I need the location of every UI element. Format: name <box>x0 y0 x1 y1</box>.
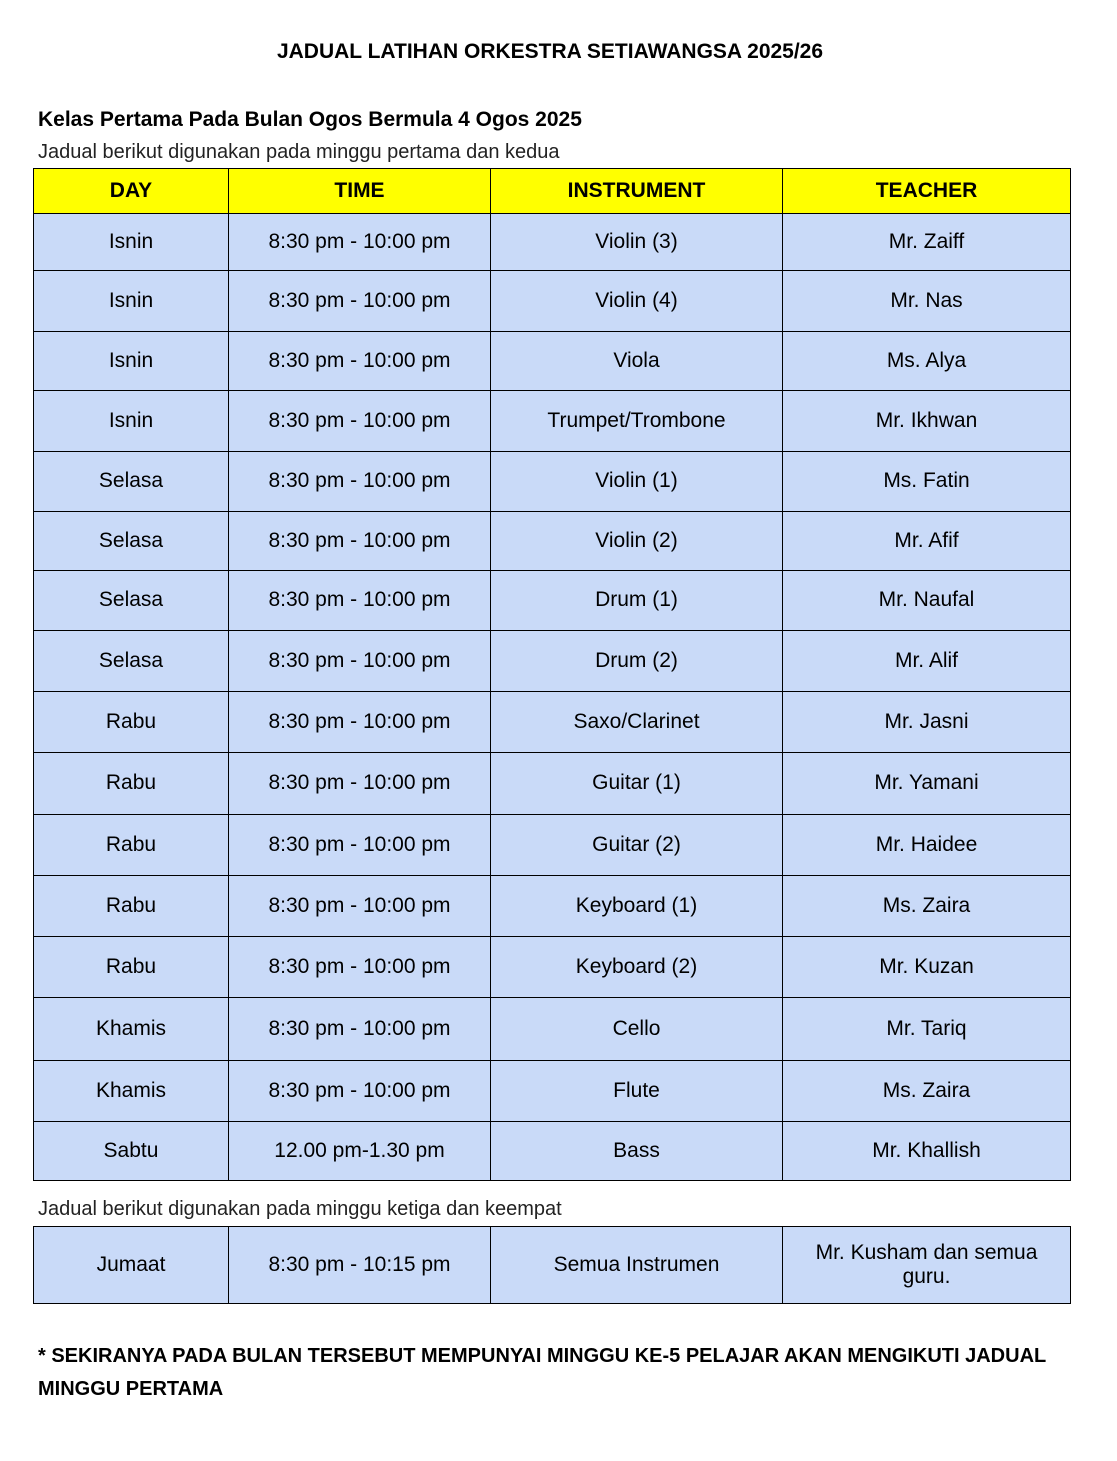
cell-teacher: Ms. Zaira <box>783 1061 1071 1122</box>
table-header-row <box>34 169 1071 214</box>
cell-instrument: Saxo/Clarinet <box>491 692 783 753</box>
cell-instrument: Keyboard (2) <box>491 937 783 998</box>
cell-instrument: Semua Instrumen <box>491 1227 783 1304</box>
cell-day: Isnin <box>34 332 229 391</box>
cell-teacher: Mr. Jasni <box>783 692 1071 753</box>
cell-time: 8:30 pm - 10:00 pm <box>229 937 491 998</box>
table-row <box>34 815 1071 876</box>
cell-teacher: Ms. Alya <box>783 332 1071 391</box>
cell-day: Rabu <box>34 692 229 753</box>
cell-time: 8:30 pm - 10:00 pm <box>229 214 491 271</box>
cell-time: 8:30 pm - 10:00 pm <box>229 753 491 815</box>
cell-day: Selasa <box>34 571 229 631</box>
footer-note: * SEKIRANYA PADA BULAN TERSEBUT MEMPUNYAI MINGGU KE-5 PELAJAR AKAN MENGIKUTI JADUAL MINGGU PERTAMA <box>38 1345 1046 1400</box>
cell-teacher: Mr. Kusham dan semua guru. <box>783 1227 1071 1304</box>
cell-teacher: Mr. Yamani <box>783 753 1071 815</box>
cell-time: 8:30 pm - 10:00 pm <box>229 876 491 937</box>
cell-teacher: Mr. Tariq <box>783 998 1071 1061</box>
cell-teacher: Mr. Afif <box>783 512 1071 571</box>
table-row <box>34 937 1071 998</box>
cell-time: 8:30 pm - 10:15 pm <box>229 1227 491 1304</box>
cell-day: Rabu <box>34 876 229 937</box>
table-row <box>34 753 1071 815</box>
cell-day: Selasa <box>34 512 229 571</box>
header-day: DAY <box>34 169 229 214</box>
cell-teacher: Mr. Kuzan <box>783 937 1071 998</box>
cell-day: Sabtu <box>34 1122 229 1181</box>
cell-instrument: Bass <box>491 1122 783 1181</box>
cell-teacher: Ms. Zaira <box>783 876 1071 937</box>
schedule-table-week-1-2 <box>33 168 1071 1181</box>
cell-day: Selasa <box>34 452 229 512</box>
cell-instrument: Cello <box>491 998 783 1061</box>
cell-day: Khamis <box>34 1061 229 1122</box>
cell-teacher: Mr. Khallish <box>783 1122 1071 1181</box>
cell-instrument: Trumpet/Trombone <box>491 391 783 452</box>
table-row <box>34 1061 1071 1122</box>
cell-time: 8:30 pm - 10:00 pm <box>229 452 491 512</box>
cell-time: 12.00 pm-1.30 pm <box>229 1122 491 1181</box>
cell-teacher: Mr. Haidee <box>783 815 1071 876</box>
cell-instrument: Viola <box>491 332 783 391</box>
cell-time: 8:30 pm - 10:00 pm <box>229 631 491 692</box>
cell-day: Khamis <box>34 998 229 1061</box>
table-row <box>34 1227 1071 1304</box>
cell-time: 8:30 pm - 10:00 pm <box>229 692 491 753</box>
cell-instrument: Guitar (2) <box>491 815 783 876</box>
cell-day: Selasa <box>34 631 229 692</box>
cell-time: 8:30 pm - 10:00 pm <box>229 998 491 1061</box>
cell-instrument: Violin (1) <box>491 452 783 512</box>
header-time: TIME <box>229 169 491 214</box>
table-row <box>34 876 1071 937</box>
cell-day: Isnin <box>34 391 229 452</box>
cell-teacher: Mr. Alif <box>783 631 1071 692</box>
cell-instrument: Guitar (1) <box>491 753 783 815</box>
cell-teacher: Ms. Fatin <box>783 452 1071 512</box>
header-teacher: TEACHER <box>783 169 1071 214</box>
cell-time: 8:30 pm - 10:00 pm <box>229 391 491 452</box>
cell-teacher: Mr. Naufal <box>783 571 1071 631</box>
page-title: JADUAL LATIHAN ORKESTRA SETIAWANGSA 2025/26 <box>276 40 824 63</box>
cell-teacher: Mr. Ikhwan <box>783 391 1071 452</box>
cell-time: 8:30 pm - 10:00 pm <box>229 1061 491 1122</box>
table-row <box>34 1122 1071 1181</box>
cell-day: Isnin <box>34 214 229 271</box>
cell-teacher: Mr. Zaiff <box>783 214 1071 271</box>
schedule-body <box>34 214 1071 1181</box>
cell-instrument: Drum (1) <box>491 571 783 631</box>
cell-time: 8:30 pm - 10:00 pm <box>229 571 491 631</box>
table-row <box>34 452 1071 512</box>
subheading: Kelas Pertama Pada Bulan Ogos Bermula 4 Ogos 2025 <box>38 108 582 131</box>
table-row <box>34 271 1071 332</box>
table-row <box>34 391 1071 452</box>
table-row <box>34 998 1071 1061</box>
cell-teacher: Mr. Nas <box>783 271 1071 332</box>
cell-day: Isnin <box>34 271 229 332</box>
cell-day: Rabu <box>34 753 229 815</box>
cell-instrument: Violin (4) <box>491 271 783 332</box>
table-row <box>34 512 1071 571</box>
header-instrument: INSTRUMENT <box>491 169 783 214</box>
schedule-table-week-3-4 <box>33 1226 1071 1304</box>
cell-day: Rabu <box>34 937 229 998</box>
cell-time: 8:30 pm - 10:00 pm <box>229 332 491 391</box>
cell-instrument: Flute <box>491 1061 783 1122</box>
note-week-3-4: Jadual berikut digunakan pada minggu ketiga dan keempat <box>38 1198 562 1220</box>
cell-instrument: Violin (3) <box>491 214 783 271</box>
table-row <box>34 631 1071 692</box>
cell-day: Jumaat <box>34 1227 229 1304</box>
cell-time: 8:30 pm - 10:00 pm <box>229 512 491 571</box>
note-week-1-2: Jadual berikut digunakan pada minggu pertama dan kedua <box>38 141 560 163</box>
cell-time: 8:30 pm - 10:00 pm <box>229 815 491 876</box>
table-row <box>34 692 1071 753</box>
cell-day: Rabu <box>34 815 229 876</box>
cell-instrument: Keyboard (1) <box>491 876 783 937</box>
table-row <box>34 214 1071 271</box>
table-row <box>34 571 1071 631</box>
cell-instrument: Drum (2) <box>491 631 783 692</box>
cell-time: 8:30 pm - 10:00 pm <box>229 271 491 332</box>
table-row <box>34 332 1071 391</box>
cell-instrument: Violin (2) <box>491 512 783 571</box>
